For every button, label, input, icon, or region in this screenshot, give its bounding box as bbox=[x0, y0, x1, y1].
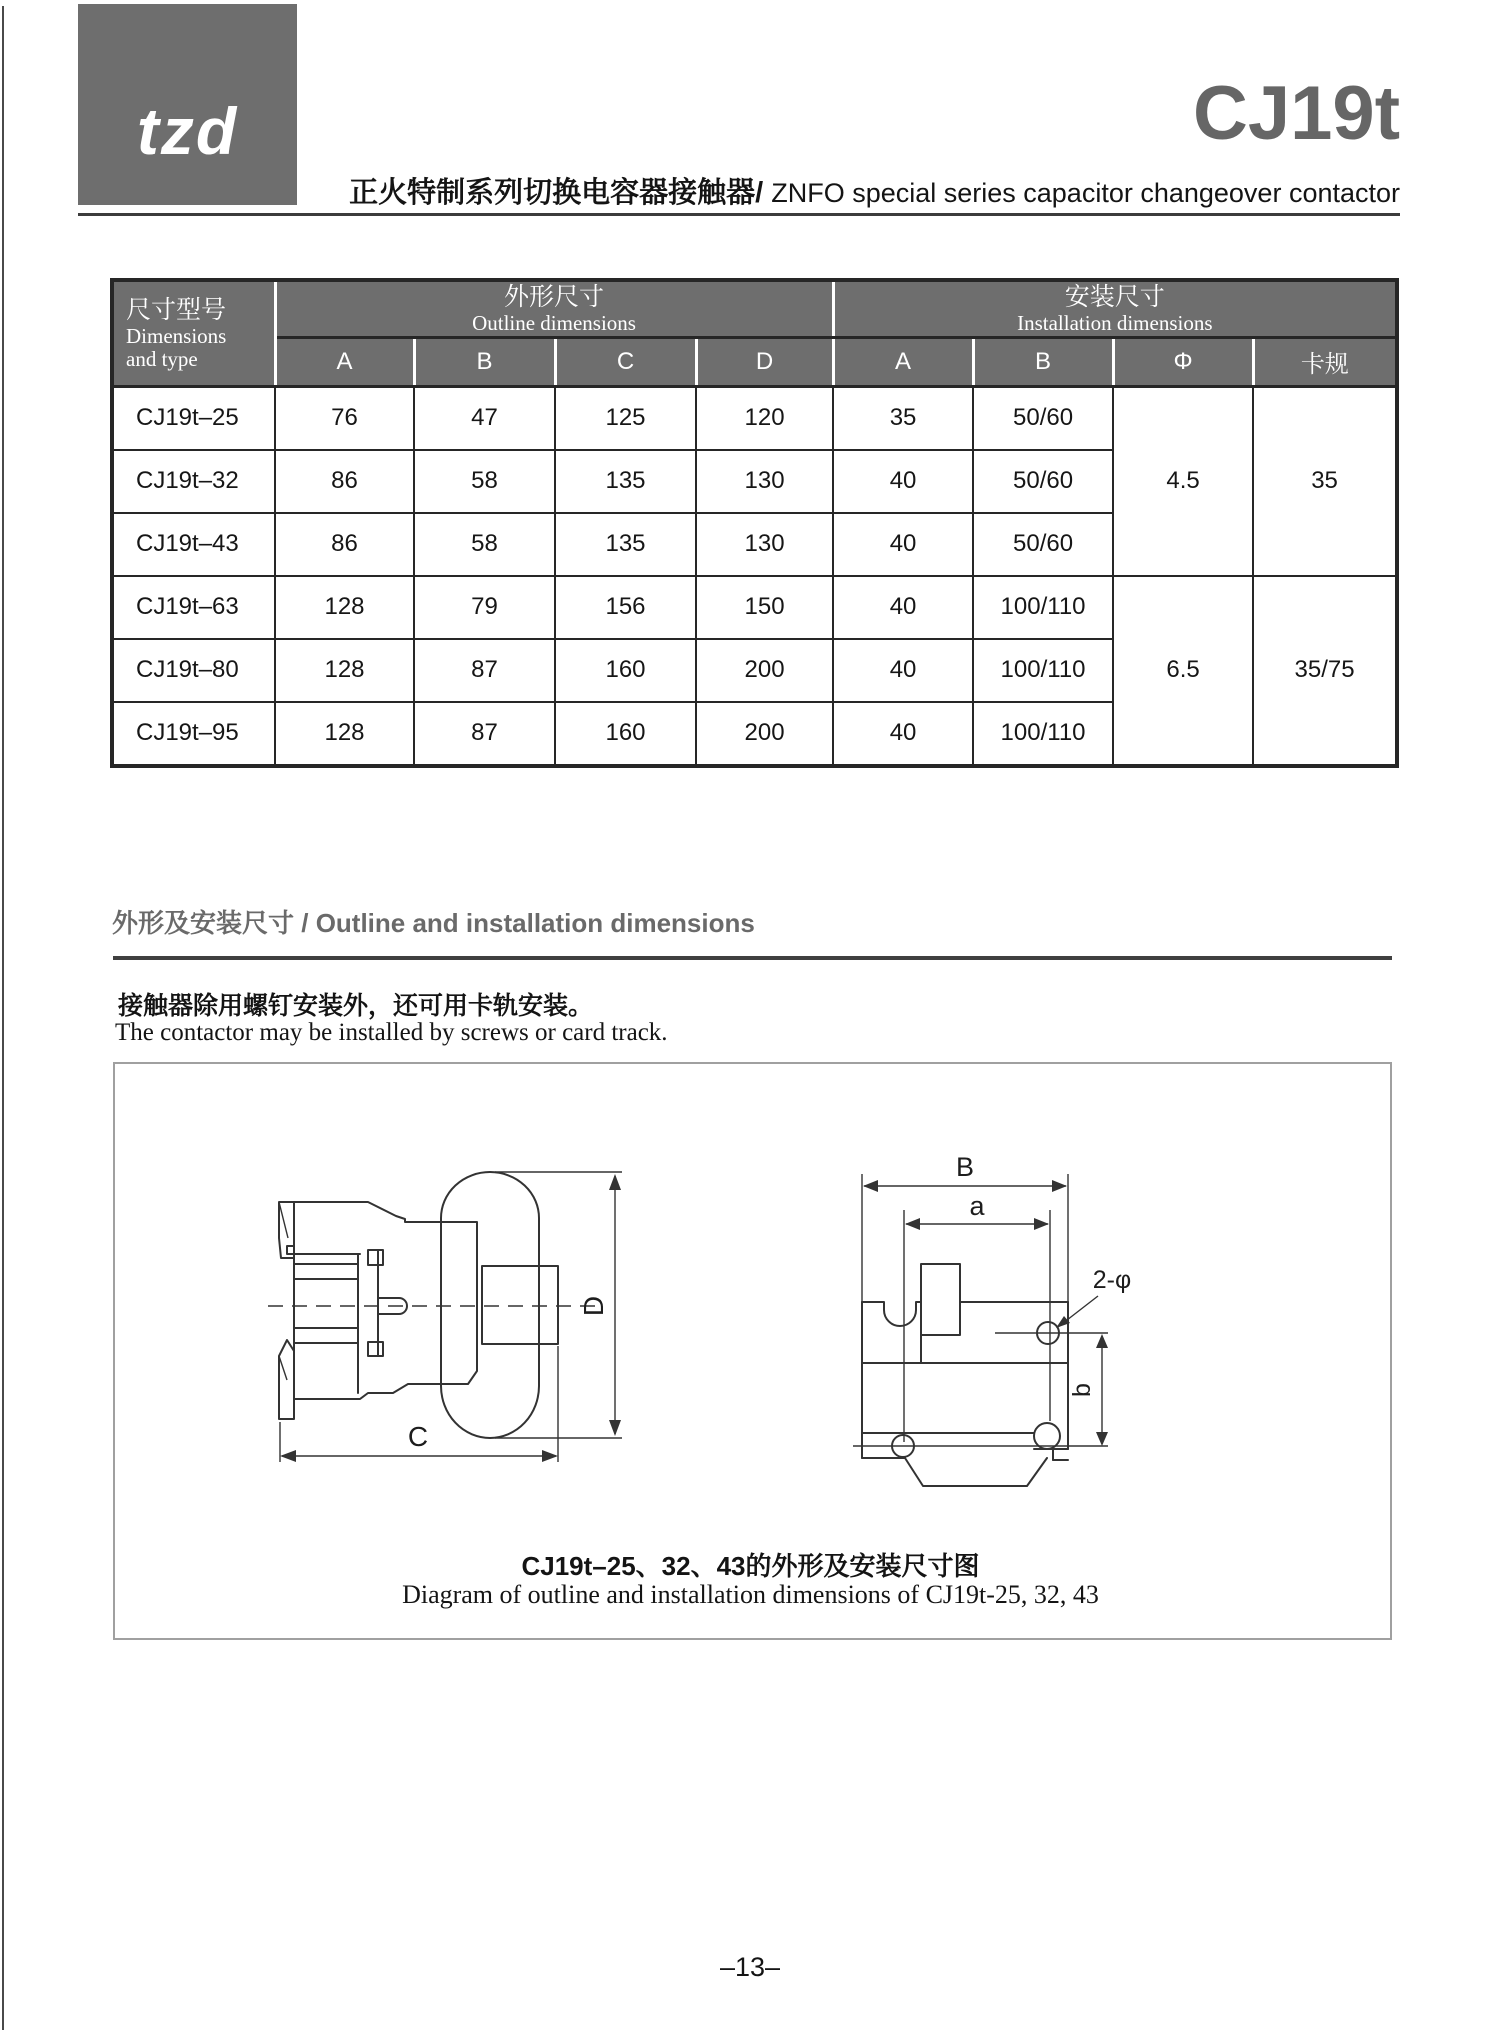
figure-caption-zh: CJ19t–25、32、43的外形及安装尺寸图 bbox=[521, 1551, 980, 1581]
page-subtitle-zh: 正火特制系列切换电容器接触器 bbox=[349, 177, 756, 209]
cell-model: CJ19t–80 bbox=[112, 639, 275, 702]
group-header-installation bbox=[833, 280, 1397, 337]
cell-gauge-merged-top: 35 bbox=[1253, 386, 1397, 576]
coil-housing bbox=[441, 1172, 539, 1438]
brand-logo-box bbox=[78, 4, 297, 205]
ledge-line bbox=[287, 1246, 360, 1254]
col-header-phi: Φ bbox=[1113, 337, 1253, 386]
cell-outline-b: 87 bbox=[414, 702, 555, 766]
dim-c-arrow-left bbox=[280, 1450, 296, 1462]
corner-header-zh: 尺寸型号 bbox=[126, 295, 227, 324]
cell-outline-a: 86 bbox=[275, 450, 414, 513]
outline-side-view-diagram bbox=[210, 1146, 640, 1476]
cell-outline-c: 160 bbox=[555, 702, 696, 766]
dim-d-arrow-top bbox=[609, 1174, 621, 1190]
cell-outline-b: 58 bbox=[414, 450, 555, 513]
col-header-outline-d: D bbox=[696, 337, 833, 386]
cell-install-a: 35 bbox=[833, 386, 973, 450]
contactor-body-outline bbox=[294, 1202, 477, 1399]
group-header-outline bbox=[275, 280, 833, 337]
mounting-hole-lower-right bbox=[1034, 1423, 1060, 1449]
figure-caption-en: Diagram of outline and installation dimensions of CJ19t-25, 32, 43 bbox=[402, 1580, 1099, 1609]
section-heading-zh: 外形及安装尺寸 bbox=[112, 908, 295, 938]
cell-outline-d: 150 bbox=[696, 576, 833, 639]
dim-a-arrow-left bbox=[905, 1218, 920, 1230]
side-block bbox=[482, 1266, 558, 1344]
cell-install-a: 40 bbox=[833, 513, 973, 576]
terminal-bar-top bbox=[294, 1264, 358, 1279]
page-number: –13– bbox=[719, 1952, 781, 1982]
cell-install-b: 100/110 bbox=[973, 702, 1113, 766]
cell-install-b: 50/60 bbox=[973, 513, 1113, 576]
cell-outline-b: 87 bbox=[414, 639, 555, 702]
cell-model: CJ19t–32 bbox=[112, 450, 275, 513]
tab-top bbox=[368, 1250, 383, 1265]
dim-label-hole-diameter: 2-φ bbox=[1092, 1266, 1132, 1294]
installation-footprint-diagram bbox=[850, 1146, 1160, 1506]
table-row bbox=[112, 576, 1397, 639]
cell-outline-d: 120 bbox=[696, 386, 833, 450]
group-header-installation-en: Installation dimensions bbox=[1017, 310, 1213, 335]
dim-label-b-width: B bbox=[955, 1152, 975, 1182]
page-subtitle bbox=[349, 170, 1400, 211]
cell-outline-d: 130 bbox=[696, 513, 833, 576]
page-subtitle-divider: / bbox=[755, 177, 772, 209]
cell-outline-b: 58 bbox=[414, 513, 555, 576]
cell-outline-b: 47 bbox=[414, 386, 555, 450]
dimensions-table bbox=[110, 278, 1399, 768]
header-rule bbox=[78, 213, 1400, 216]
page-edge-line bbox=[2, 6, 4, 2030]
cell-model: CJ19t–63 bbox=[112, 576, 275, 639]
col-header-outline-c: C bbox=[555, 337, 696, 386]
terminal-bar-bottom bbox=[294, 1328, 358, 1343]
cell-install-b: 100/110 bbox=[973, 576, 1113, 639]
col-header-outline-b: B bbox=[414, 337, 555, 386]
cell-model: CJ19t–25 bbox=[112, 386, 275, 450]
cell-outline-c: 135 bbox=[555, 450, 696, 513]
col-header-install-a: A bbox=[833, 337, 973, 386]
section-heading-divider: / bbox=[294, 908, 316, 938]
cell-outline-c: 156 bbox=[555, 576, 696, 639]
page-subtitle-en: ZNFO special series capacitor changeover contactor bbox=[771, 178, 1400, 208]
note-text-en: The contactor may be installed by screws or card track. bbox=[115, 1019, 668, 1046]
col-header-install-b: B bbox=[973, 337, 1113, 386]
col-header-outline-a: A bbox=[275, 337, 414, 386]
dim-b-arrow-left bbox=[863, 1180, 878, 1192]
dim-label-c: C bbox=[407, 1421, 429, 1452]
col-header-gauge: 卡规 bbox=[1253, 337, 1397, 386]
cell-outline-c: 125 bbox=[555, 386, 696, 450]
dim-b-small-arrow-bottom bbox=[1096, 1432, 1108, 1446]
dim-label-a: a bbox=[969, 1191, 985, 1221]
table-sub-header-row bbox=[112, 337, 1397, 386]
page-title: CJ19t bbox=[1193, 71, 1400, 156]
dim-c-arrow-right bbox=[542, 1450, 558, 1462]
note-text-zh: 接触器除用螺钉安装外，还可用卡轨安装。 bbox=[118, 992, 594, 1020]
cell-install-b: 50/60 bbox=[973, 386, 1113, 450]
cell-install-a: 40 bbox=[833, 702, 973, 766]
cell-outline-b: 79 bbox=[414, 576, 555, 639]
cell-install-b: 50/60 bbox=[973, 450, 1113, 513]
group-header-installation-zh: 安装尺寸 bbox=[1064, 283, 1165, 311]
note-divider-rule bbox=[113, 956, 1392, 960]
group-header-outline-en: Outline dimensions bbox=[472, 310, 636, 335]
corner-header-en2: and type bbox=[126, 346, 198, 371]
cell-model: CJ19t–43 bbox=[112, 513, 275, 576]
cell-install-b: 100/110 bbox=[973, 639, 1113, 702]
table-group-header-row bbox=[112, 280, 1397, 337]
section-heading bbox=[112, 903, 755, 940]
dim-b-small-arrow-top bbox=[1096, 1334, 1108, 1348]
corner-header-en1: Dimensions bbox=[126, 323, 227, 348]
footprint-top-edge-left bbox=[862, 1302, 921, 1326]
cell-install-a: 40 bbox=[833, 576, 973, 639]
group-header-outline-zh: 外形尺寸 bbox=[504, 283, 605, 311]
top-clip-edge bbox=[279, 1202, 288, 1238]
cell-outline-c: 160 bbox=[555, 639, 696, 702]
bottom-clip-edge bbox=[279, 1356, 287, 1380]
dim-label-d: D bbox=[578, 1295, 609, 1317]
cell-outline-a: 76 bbox=[275, 386, 414, 450]
cell-phi-merged-bottom: 6.5 bbox=[1113, 576, 1253, 766]
cell-outline-a: 86 bbox=[275, 513, 414, 576]
corner-header-cell bbox=[112, 280, 275, 386]
dim-a-arrow-right bbox=[1034, 1218, 1049, 1230]
cell-outline-a: 128 bbox=[275, 639, 414, 702]
foot-trapezoid bbox=[905, 1458, 1047, 1486]
cell-install-a: 40 bbox=[833, 639, 973, 702]
cell-outline-d: 130 bbox=[696, 450, 833, 513]
brand-logo-text: tzd bbox=[136, 93, 239, 168]
cell-outline-d: 200 bbox=[696, 702, 833, 766]
cell-gauge-merged-bottom: 35/75 bbox=[1253, 576, 1397, 766]
cell-install-a: 40 bbox=[833, 450, 973, 513]
cell-outline-d: 200 bbox=[696, 639, 833, 702]
section-heading-en: Outline and installation dimensions bbox=[315, 908, 755, 938]
dim-b-arrow-right bbox=[1052, 1180, 1067, 1192]
cell-outline-a: 128 bbox=[275, 702, 414, 766]
cell-phi-merged-top: 4.5 bbox=[1113, 386, 1253, 576]
dim-label-b-small: b bbox=[1068, 1383, 1096, 1397]
cell-model: CJ19t–95 bbox=[112, 702, 275, 766]
table-row bbox=[112, 386, 1397, 450]
dim-d-arrow-bottom bbox=[609, 1420, 621, 1436]
cell-outline-a: 128 bbox=[275, 576, 414, 639]
cell-outline-c: 135 bbox=[555, 513, 696, 576]
tab-bottom bbox=[368, 1342, 383, 1356]
top-tab bbox=[921, 1264, 960, 1335]
